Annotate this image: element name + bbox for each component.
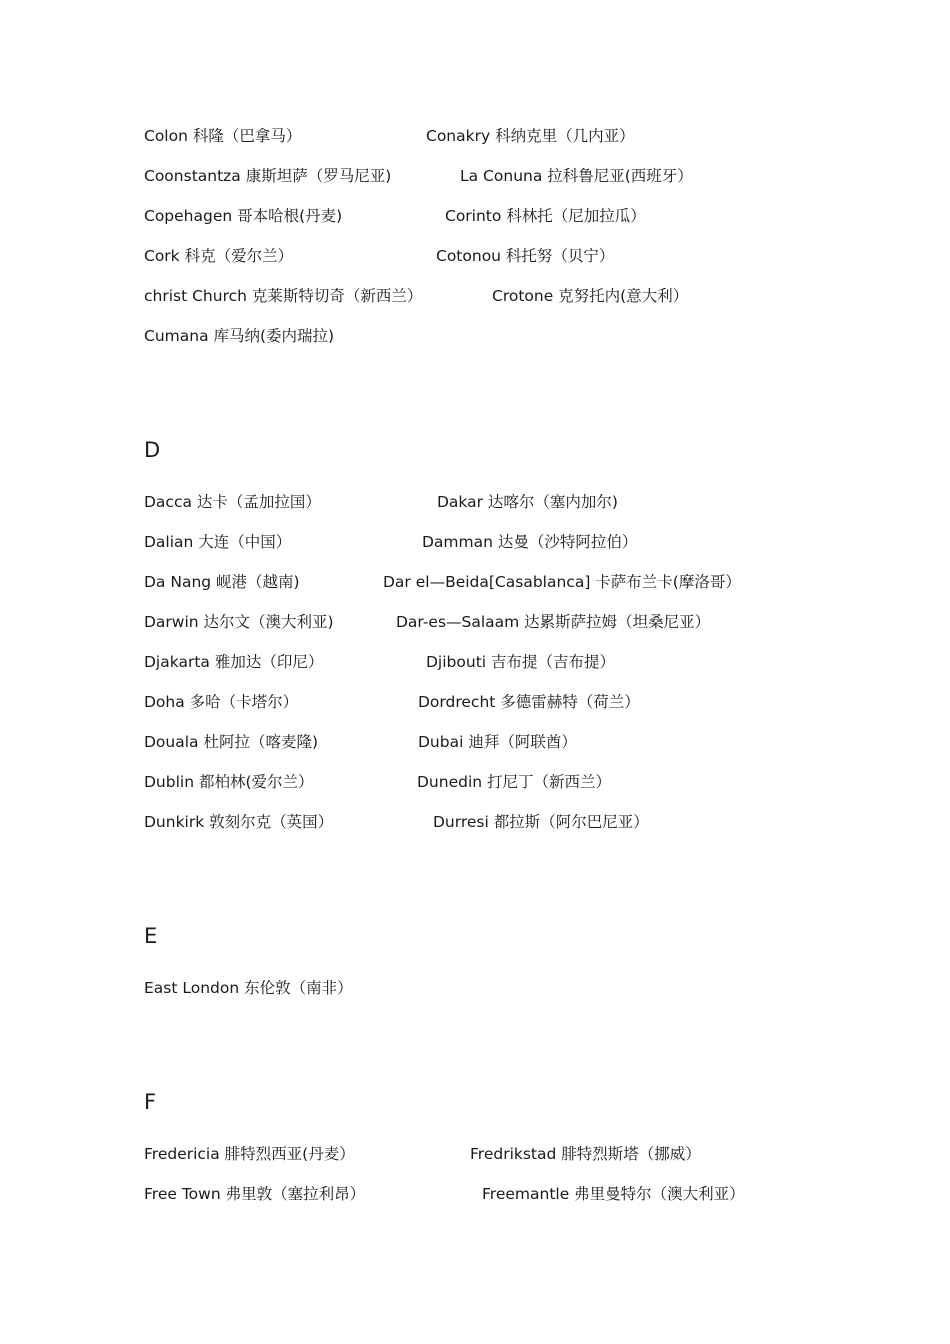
port-entry: Dubai 迪拜（阿联酋）: [418, 733, 577, 751]
section-heading-d: D: [144, 438, 161, 462]
port-entry: Freemantle 弗里曼特尔（澳大利亚）: [482, 1185, 745, 1203]
section-heading-f: F: [144, 1090, 157, 1114]
port-entry: Durresi 都拉斯（阿尔巴尼亚）: [433, 813, 649, 831]
port-entry: Crotone 克努托内(意大利）: [492, 287, 689, 305]
port-entry: Damman 达曼（沙特阿拉伯）: [422, 533, 638, 551]
list-item: [0, 730, 950, 754]
list-item: [0, 244, 950, 268]
port-entry: Darwin 达尔文（澳大利亚): [144, 613, 334, 631]
list-item: [0, 570, 950, 594]
list-item: [0, 1142, 950, 1166]
list-item: [0, 810, 950, 834]
port-entry: Dar el—Beida[Casablanca] 卡萨布兰卡(摩洛哥）: [383, 573, 741, 591]
list-item: [0, 164, 950, 188]
port-entry: Dordrecht 多德雷赫特（荷兰）: [418, 693, 640, 711]
port-entry: Corinto 科林托（尼加拉瓜）: [445, 207, 646, 225]
list-item: [0, 490, 950, 514]
port-entry: Dacca 达卡（孟加拉国）: [144, 493, 321, 511]
port-entry: Dunedin 打尼丁（新西兰）: [417, 773, 612, 791]
port-entry: Fredericia 腓特烈西亚(丹麦）: [144, 1145, 355, 1163]
port-entry: Free Town 弗里敦（塞拉利昂）: [144, 1185, 366, 1203]
port-entry: Dalian 大连（中国）: [144, 533, 292, 551]
port-entry: Djibouti 吉布提（吉布提）: [426, 653, 616, 671]
list-item: [0, 650, 950, 674]
list-item: [0, 610, 950, 634]
port-entry: Cork 科克（爱尔兰）: [144, 247, 294, 265]
list-item: [0, 690, 950, 714]
port-entry: Coonstantza 康斯坦萨（罗马尼亚): [144, 167, 392, 185]
list-item: [0, 324, 950, 348]
port-entry: Djakarta 雅加达（印尼）: [144, 653, 324, 671]
port-entry: La Conuna 拉科鲁尼亚(西班牙）: [460, 167, 693, 185]
port-entry: Cumana 库马纳(委内瑞拉): [144, 327, 335, 345]
port-entry: Dar-es—Salaam 达累斯萨拉姆（坦桑尼亚）: [396, 613, 711, 631]
port-entry: Da Nang 岘港（越南): [144, 573, 300, 591]
port-entry: Doha 多哈（卡塔尔）: [144, 693, 299, 711]
list-item: [0, 124, 950, 148]
port-entry: Copehagen 哥本哈根(丹麦): [144, 207, 343, 225]
list-item: [0, 976, 950, 1000]
list-item: [0, 204, 950, 228]
port-entry: Douala 杜阿拉（喀麦隆): [144, 733, 319, 751]
port-entry: Dunkirk 敦刻尔克（英国）: [144, 813, 334, 831]
list-item: [0, 770, 950, 794]
port-entry: Colon 科隆（巴拿马）: [144, 127, 302, 145]
section-heading-e: E: [144, 924, 158, 948]
port-entry: Dakar 达喀尔（塞内加尔): [437, 493, 618, 511]
port-entry: East London 东伦敦（南非）: [144, 979, 353, 997]
list-item: [0, 1182, 950, 1206]
port-entry: Dublin 都柏林(爱尔兰）: [144, 773, 314, 791]
list-item: [0, 530, 950, 554]
port-entry: Fredrikstad 腓特烈斯塔（挪威）: [470, 1145, 701, 1163]
port-entry: christ Church 克莱斯特切奇（新西兰）: [144, 287, 423, 305]
port-entry: Cotonou 科托努（贝宁）: [436, 247, 615, 265]
port-entry: Conakry 科纳克里（几内亚）: [426, 127, 635, 145]
list-item: [0, 284, 950, 308]
